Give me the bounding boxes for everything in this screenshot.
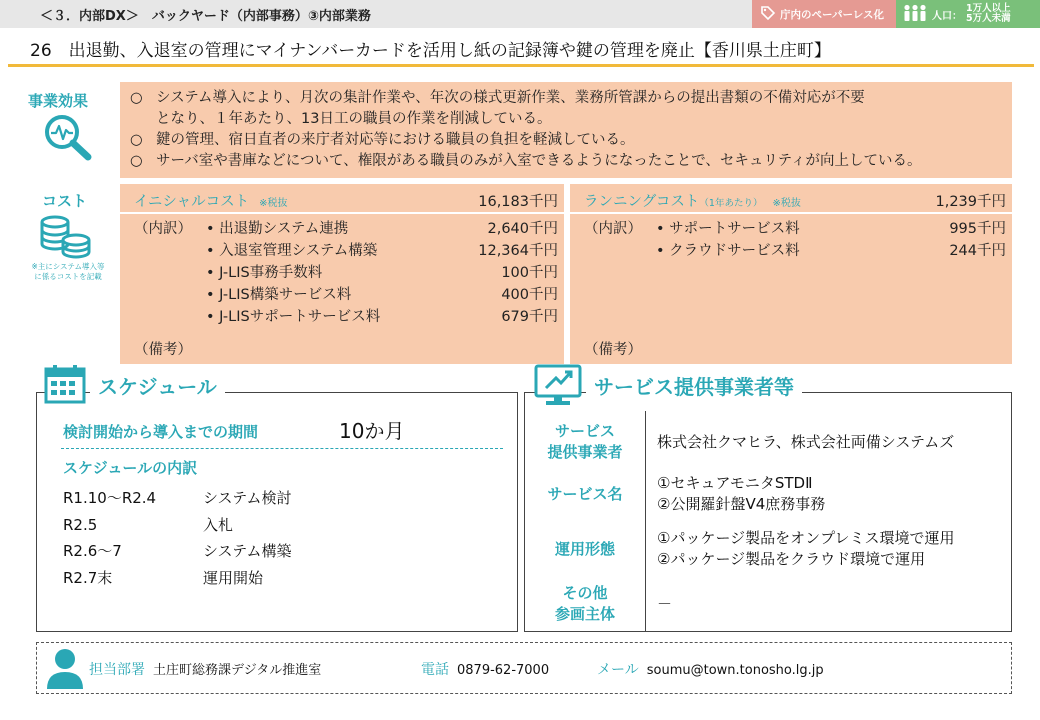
tag-population-label: 人口： [932,10,962,22]
remark-label: （備考） [584,342,642,358]
contact-dept [89,659,321,679]
schedule-list [63,485,292,591]
dashed-divider [61,448,503,449]
bullet-circle: ○ [130,90,143,106]
effect-text: となり、１年あたり、13日工の職員の作業を削減している。 [156,111,552,127]
initial-cost-box [120,184,564,364]
provider-panel [524,392,1012,632]
initial-cost-title: イニシャルコスト [134,194,250,210]
effect-item [130,130,1002,151]
tag-population [896,0,1040,28]
effect-item [130,88,1002,109]
schedule-breakdown-label: スケジュールの内訳 [63,459,198,477]
cost-label: コスト [42,192,88,210]
effect-item [130,151,1002,172]
remark-label: （備考） [134,342,192,358]
schedule-heading: スケジュール [90,371,225,400]
effect-box [120,82,1012,178]
cost-row: （内訳） • 出退勤システム連携 2,640千円 [134,218,558,240]
breakdown-label: （内訳） [584,221,642,237]
provider-row: 運用形態 ①パッケージ製品をオンプレミス環境で運用 ②パッケージ製品をクラウド環境で運用 [554,529,955,568]
running-cost-tax: ※税抜 [772,198,801,209]
bullet-circle: ○ [130,153,143,169]
title-underline [8,64,1034,67]
tag-icon [760,5,776,24]
cost-row: • クラウドサービス料 244千円 [656,243,1006,259]
schedule-row: R2.5 入札 [63,515,234,534]
cost-row: • J-LISサポートサービス料 679千円 [206,309,558,325]
calendar-icon [44,364,86,408]
provider-heading: サービス提供事業者等 [586,371,802,400]
contact-box [36,642,1012,694]
schedule-panel [36,392,518,632]
schedule-row: R2.7末 運用開始 [63,568,264,587]
contact-tel [421,659,549,679]
dept-value: 土庄町総務課デジタル推進室 [153,663,322,678]
effect-text: 鍵の管理、宿日直者の来庁者対応等における職員の負担を軽減している。 [156,132,635,148]
tag-paperless-text: 庁内のペーパーレス化 [780,8,884,21]
people-icon [902,4,928,25]
cost-row: （内訳） • サポートサービス料 995千円 [584,218,1006,240]
tag-population-line1: 1万人以上 [966,3,1011,14]
magnifier-chart-icon [42,112,94,166]
running-cost-total: 1,239千円 [935,194,1006,210]
provider-row: サービス名 ①セキュアモニタSTDⅡ ②公開羅針盤V4庶務事務 [547,474,826,513]
schedule-row: R2.6～7 システム構築 [63,542,292,560]
mail-label: メール [597,662,639,678]
initial-cost-tax: ※税抜 [259,198,288,209]
effect-text: サーバ室や書庫などについて、権限がある職員のみが入室できるようになったことで、セキュリティが向上している。 [156,153,922,169]
bullet-circle: ○ [130,132,143,148]
effect-item [130,109,1002,130]
running-cost-box [570,184,1012,364]
effect-label: 事業効果 [28,92,89,110]
breadcrumb: ＜３．内部DX＞ バックヤード（内部事務）③内部業務 [40,9,371,24]
provider-row: その他 参画主体 － [554,584,673,623]
period-label: 検討開始から導入までの期間 [63,423,259,441]
contact-mail [597,659,824,679]
running-cost-subtitle: （1年あたり） [699,198,763,209]
schedule-row: R1.10～R2.4 システム検討 [63,489,292,507]
initial-cost-total: 16,183千円 [478,194,558,210]
monitor-icon [534,364,582,410]
mail-value[interactable]: soumu@town.tonosho.lg.jp [646,663,824,678]
effect-text: システム導入により、月次の集計作業や、年次の様式更新作業、業務所管課からの提出書類の不備対応が不要 [156,90,865,106]
tag-population-line2: 5万人未満 [966,13,1011,24]
dept-label: 担当部署 [89,662,145,678]
period-value: 10か月 [339,419,405,443]
page-title: 26 出退勤、入退室の管理にマイナンバーカードを活用し紙の記録簿や鍵の管理を廃止【香川県土庄町】 [30,41,831,61]
cost-row: • J-LIS構築サービス料 400千円 [206,287,558,303]
breakdown-label: （内訳） [134,221,192,237]
tel-label: 電話 [421,662,449,678]
provider-row: サービス 提供事業者 株式会社クマヒラ、株式会社両備システムズ [547,422,955,461]
tag-paperless [752,0,896,28]
running-cost-title: ランニングコスト [584,194,700,210]
coins-icon [38,214,94,264]
tel-value: 0879-62-7000 [457,663,550,678]
cost-row: • 入退室管理システム構築 12,364千円 [206,243,558,259]
person-icon [45,647,85,695]
cost-row: • J-LIS事務手数料 100千円 [206,265,558,281]
cost-note: ※主にシステム導入等 に係るコストを記載 [31,262,105,281]
